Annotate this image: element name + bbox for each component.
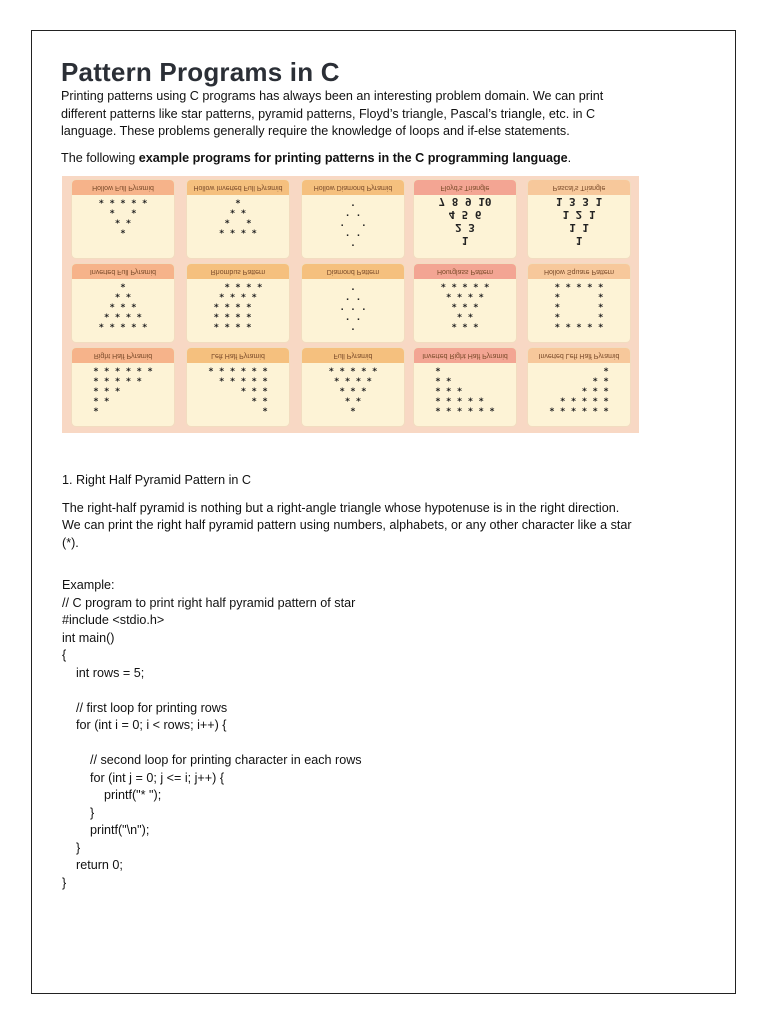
pattern-card-label: Inverted Full Pyramid (72, 264, 174, 279)
pattern-card-label: Rhombus Pattern (187, 264, 289, 279)
lead-suffix: . (567, 150, 572, 165)
code-line: // first loop for printing rows (62, 700, 228, 715)
pattern-card-pattern: . . . . . . . . (339, 199, 367, 249)
code-line: { (62, 648, 67, 662)
document-header (61, 56, 636, 167)
code-line (62, 682, 637, 700)
pattern-card-pattern: * * * * * * * * * * (98, 199, 148, 239)
code-line: #include <stdio.h> (62, 613, 165, 627)
pattern-card-label: Floyd’s Triangle (414, 180, 516, 195)
intro-paragraph: Printing patterns using C programs has always been an interesting problem domain. We can print different patterns like star patterns, pyramid patterns, Floyd’s triangle, Pascal’s triangle, etc. in C language. These problems generally require the knowledge of loops and if-else statements. (61, 89, 604, 138)
lead-bold: example programs for printing patterns in the C programming language (138, 150, 568, 165)
pattern-card-pattern: * * * * * * * * * * * * * * * * * (440, 283, 490, 333)
pattern-card-pattern: * * * * * * * * * * * * * * * * * * * * (213, 283, 263, 333)
pattern-card-label: Pascal’s Triangle (528, 180, 630, 195)
section-description: The right-half pyramid is nothing but a right-angle triangle whose hypotenuse is in the right direction. We can print the right half pyramid pattern using numbers, alphabets, or any other character like a star (*). (62, 500, 632, 550)
pattern-card-pattern: . . . . . . . . . (339, 283, 367, 333)
pattern-card (72, 348, 174, 426)
pattern-card-pattern: * * * * * * * * * * * * * * * (328, 367, 378, 417)
pattern-card-label: Left Half Pyramid (187, 348, 289, 363)
code-line: } (62, 840, 81, 855)
page-title: Pattern Programs in C (61, 57, 340, 87)
pattern-card-label: Diamond Pattern (302, 264, 404, 279)
pattern-card (414, 348, 516, 426)
code-example-label: Example: (62, 578, 115, 592)
lead-paragraph (61, 150, 636, 168)
code-line: printf("\n"); (62, 823, 150, 837)
pattern-card-pattern: * * * * * * * * * (219, 199, 257, 239)
pattern-card (302, 264, 404, 342)
code-line: } (62, 875, 67, 890)
pattern-card-label: Hourglass Pattern (414, 264, 516, 279)
pattern-card-pattern: * * * * * * * * * * * * * * * * * (549, 367, 609, 417)
pattern-card-pattern: 1 1 1 1 2 1 1 3 3 1 (555, 195, 603, 247)
pattern-card (528, 264, 630, 342)
pattern-card-pattern: * * * * * * * * * * * * * * * * * (435, 367, 495, 417)
lead-prefix: The following (61, 150, 139, 165)
code-example (62, 577, 637, 892)
code-line: // second loop for printing character in each rows (62, 753, 362, 767)
pattern-card (187, 348, 289, 426)
pattern-card-label: Full Pyramid (302, 348, 404, 363)
pattern-card-label: Right Half Pyramid (72, 348, 174, 363)
pattern-card (302, 180, 404, 258)
pattern-card-pattern: * * * * * * * * * * * * * * * (98, 283, 148, 333)
pattern-card (72, 264, 174, 342)
pattern-card-pattern: * * * * * * * * * * * * * * * * * (93, 367, 153, 417)
pattern-card-label: Hollow Diamond Pyramid (302, 180, 404, 195)
code-line: } (62, 805, 95, 820)
code-line: int rows = 5; (62, 665, 145, 680)
code-line: return 0; (62, 858, 123, 872)
pattern-card-pattern: * * * * * * * * * * * * * * * * * (208, 367, 268, 417)
code-line: for (int i = 0; i < rows; i++) { (62, 718, 227, 732)
code-line: printf("* "); (62, 788, 162, 802)
pattern-banner-image (62, 176, 639, 433)
code-line: int main() (62, 630, 115, 645)
pattern-card-label: Hollow Square Pattern (528, 264, 630, 279)
code-line (62, 735, 637, 753)
pattern-card (528, 180, 630, 258)
pattern-card-label: Inverted Right Half Pyramid (414, 348, 516, 363)
pattern-card-label: Inverted Left Half Pyramid (528, 348, 630, 363)
section-heading: 1. Right Half Pyramid Pattern in C (62, 473, 251, 487)
code-line: // C program to print right half pyramid pattern of star (62, 595, 356, 610)
pattern-card (72, 180, 174, 258)
pattern-card (414, 180, 516, 258)
code-line: for (int j = 0; j <= i; j++) { (62, 770, 225, 785)
pattern-card (187, 264, 289, 342)
pattern-card (414, 264, 516, 342)
pattern-card-label: Hollow Inverted Full Pyramid (187, 180, 289, 195)
pattern-card (528, 348, 630, 426)
pattern-card (302, 348, 404, 426)
pattern-card (187, 180, 289, 258)
pattern-card-pattern: * * * * * * * * * * * * * * * * (554, 283, 604, 333)
section-1 (62, 472, 637, 552)
pattern-card-label: Hollow Full Pyramid (72, 180, 174, 195)
pattern-card-pattern: 1 2 3 4 5 6 7 8 9 10 (438, 195, 492, 247)
